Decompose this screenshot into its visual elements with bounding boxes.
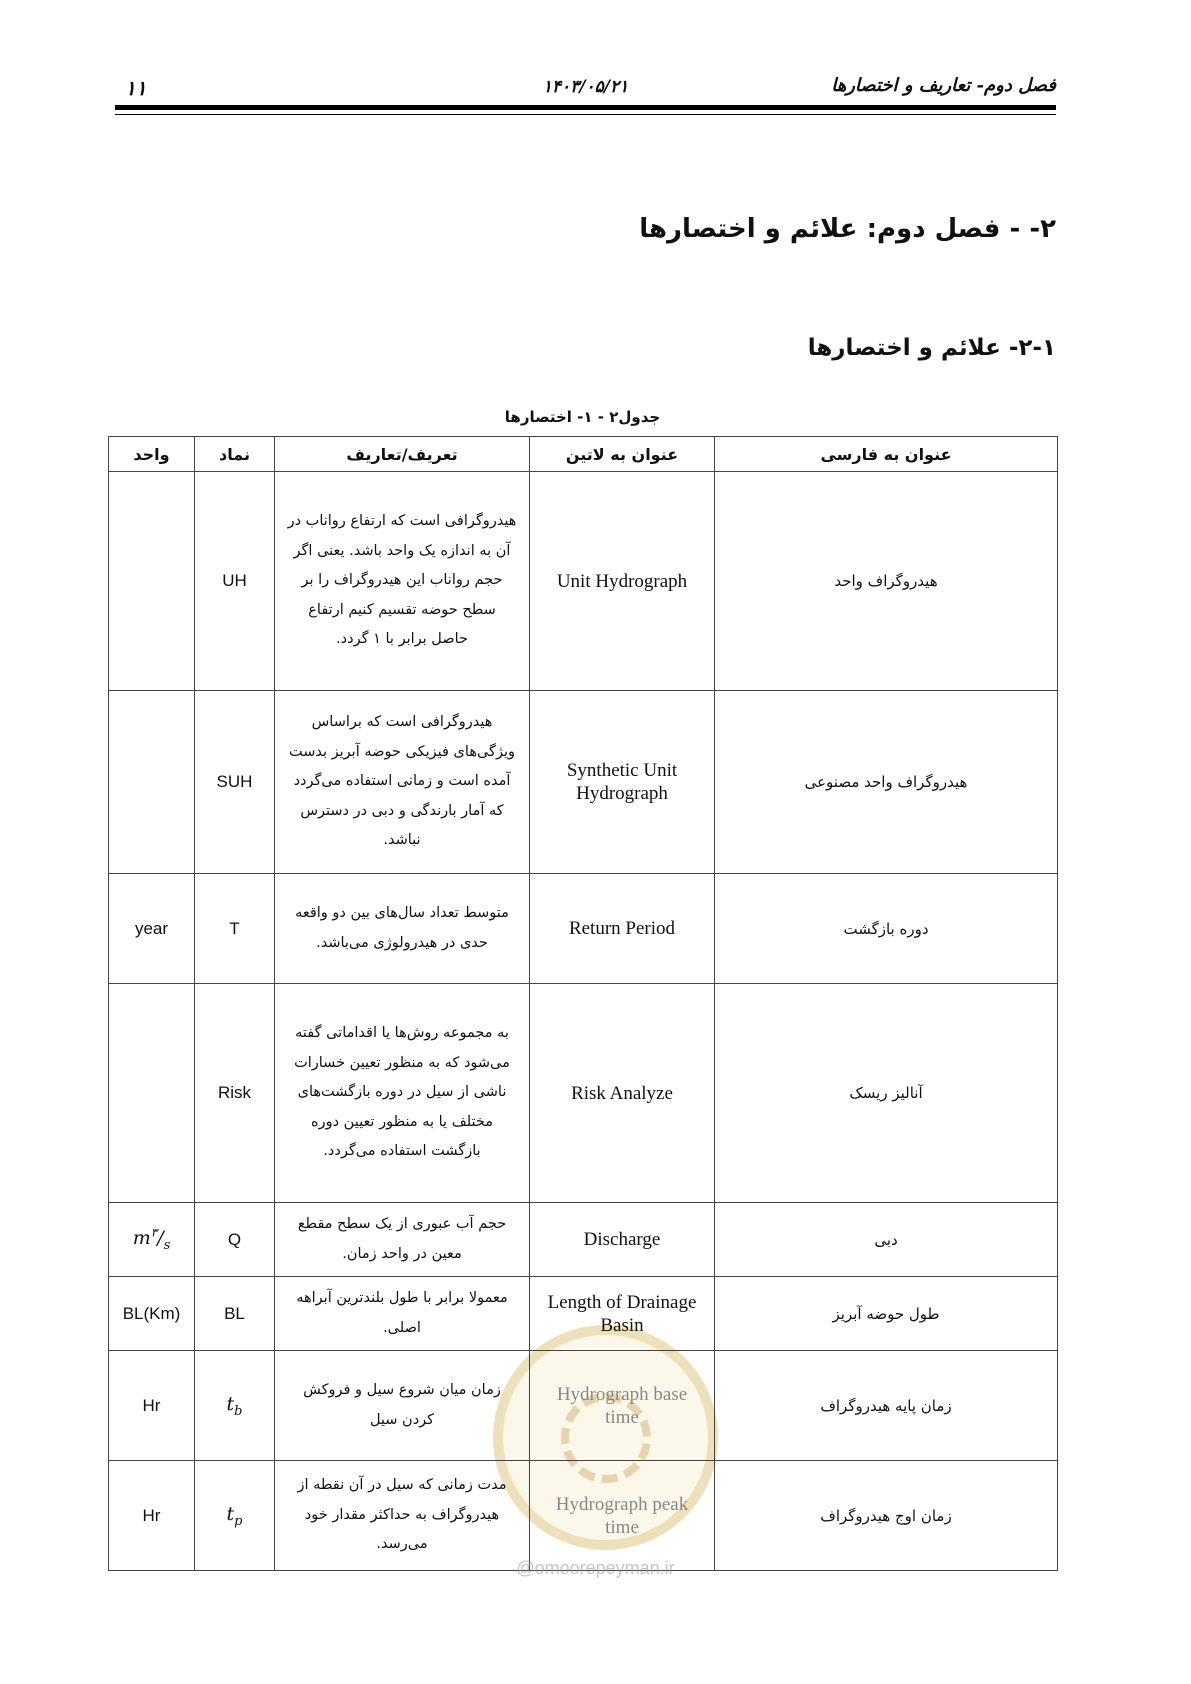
definition-line: هیدروگراف به حداکثر مقدار خود (304, 1506, 500, 1523)
latin-title-line: Hydrograph base (556, 1383, 688, 1405)
persian-title-line: زمان پایه هیدروگراف (820, 1396, 952, 1415)
definition-cell (275, 984, 530, 1203)
table-row (109, 1461, 1058, 1571)
header-unit: واحد (109, 437, 195, 472)
persian-title-cell (715, 1277, 1058, 1351)
chapter-heading: ۲- - فصل دوم: علائم و اختصارها (639, 214, 1056, 244)
table-row (109, 1203, 1058, 1277)
latin-title-line: Hydrograph (576, 783, 668, 804)
latin-title-line: Length of Drainage (547, 1291, 697, 1313)
persian-title-line: طول حوضه آبریز (832, 1304, 940, 1323)
page-number: ۱۱ (125, 76, 147, 100)
symbol-cell: T (195, 874, 275, 984)
latin-title-line: Basin (600, 1314, 644, 1336)
math-expression (226, 1392, 243, 1419)
definition-line: مدت زمانی که سیل در آن نقطه از (297, 1477, 507, 1494)
latin-title-line: Unit Hydrograph (556, 570, 688, 592)
latin-title-line: time (605, 1516, 639, 1538)
header-latin-title: عنوان به لاتین (530, 437, 715, 472)
math-base: t (226, 1392, 235, 1415)
persian-title-line: دوره بازگشت (843, 919, 929, 938)
definition-line: اصلی. (383, 1319, 421, 1336)
abbreviations-table (108, 436, 1058, 1571)
latin-title-cell (530, 1277, 715, 1351)
symbol-cell: Risk (195, 984, 275, 1203)
header-symbol: نماد (195, 437, 275, 472)
table-body (109, 472, 1058, 1571)
header-persian-title: عنوان به فارسی (715, 437, 1058, 472)
table-row (109, 874, 1058, 984)
definition-line: آن به اندازه یک واحد باشد. یعنی اگر (293, 542, 511, 559)
header-date: ۱۴۰۳/۰۵/۲۱ (542, 77, 629, 97)
unit-cell: BL(Km) (109, 1277, 195, 1351)
table-row (109, 1277, 1058, 1351)
definition-line: هیدروگرافی است که براساس (311, 714, 493, 731)
definition-line: بازگشت استفاده می‌گردد. (323, 1143, 481, 1160)
definition-line: حجم آب عبوری از یک سطح مقطع (297, 1216, 507, 1232)
latin-title-line: Risk Analyze (571, 1082, 673, 1104)
table-row (109, 1351, 1058, 1461)
persian-title-cell (715, 472, 1058, 691)
unit-cell: Hr (109, 1461, 195, 1571)
latin-title-line: time (605, 1406, 639, 1428)
latin-title-line: Hydrograph peak (555, 1493, 689, 1515)
latin-title-cell (530, 874, 715, 984)
persian-title-cell (715, 1351, 1058, 1461)
definition-cell (275, 1351, 530, 1461)
section-heading: ۲-۱- علائم و اختصارها (807, 335, 1056, 361)
persian-title-line: دبی (874, 1230, 898, 1249)
math-base: t (226, 1502, 235, 1525)
math-subscript: b (234, 1403, 243, 1419)
latin-title-line: Return Period (568, 918, 676, 939)
header-rule-thick (115, 105, 1056, 110)
definition-line: زمان میان شروع سیل و فروکش (303, 1382, 501, 1398)
definition-cell (275, 472, 530, 691)
definition-line: نباشد. (383, 832, 421, 849)
persian-title-cell (715, 874, 1058, 984)
definition-cell (275, 1277, 530, 1351)
persian-title-cell (715, 1461, 1058, 1571)
definition-line: آمده است و زمانی استفاده می‌گردد (293, 773, 511, 790)
definition-cell (275, 1461, 530, 1571)
latin-title-cell (530, 691, 715, 874)
unit-cell (109, 984, 195, 1203)
table-row (109, 472, 1058, 691)
latin-title-cell (530, 1461, 715, 1571)
math-base: m (132, 1227, 151, 1250)
definition-line: متوسط تعداد سال‌های بین دو واقعه (295, 905, 509, 921)
persian-title-line: هیدروگراف واحد مصنوعی (804, 773, 968, 791)
math-subscript: p (234, 1513, 243, 1529)
definition-line: ناشی از سیل در دوره بازگشت‌های (297, 1084, 507, 1101)
math-slash: / (157, 1227, 164, 1250)
math-expression (226, 1502, 243, 1529)
persian-title-cell (715, 1203, 1058, 1277)
persian-title-cell (715, 984, 1058, 1203)
persian-title-line: هیدروگراف واحد (834, 572, 938, 590)
definition-line: سطح حوضه تقسیم کنیم ارتفاع (308, 601, 496, 618)
symbol-cell: BL (195, 1277, 275, 1351)
watermark-url: @omoorepeyman.ir (516, 1558, 675, 1578)
unit-cell: Hr (109, 1351, 195, 1461)
definition-line: معمولا برابر با طول بلندترین آبراهه (296, 1290, 508, 1306)
symbol-cell: Q (195, 1203, 275, 1277)
definition-cell (275, 691, 530, 874)
definition-line: که آمار بارندگی و دبی در دسترس (300, 802, 504, 819)
definition-line: حدی در هیدرولوژی می‌باشد. (316, 934, 488, 951)
definition-cell (275, 1203, 530, 1277)
latin-title-cell (530, 984, 715, 1203)
unit-cell (109, 691, 195, 874)
persian-title-line: آنالیز ریسک (849, 1084, 923, 1102)
table-header-row (109, 437, 1058, 472)
persian-title-cell (715, 691, 1058, 874)
latin-title-cell (530, 1203, 715, 1277)
header-rule-thin (115, 114, 1056, 115)
definition-line: حجم رواناب این هیدروگراف را بر (301, 572, 503, 589)
unit-cell: year (109, 874, 195, 984)
definition-line: کردن سیل (369, 1411, 435, 1428)
table-row (109, 984, 1058, 1203)
header-chapter-title: فصل دوم- تعاریف و اختصارها (831, 75, 1056, 96)
symbol-cell (195, 1351, 275, 1461)
latin-title-line: Synthetic Unit (566, 760, 678, 781)
definition-line: مختلف یا به منظور تعیین دوره (310, 1113, 494, 1130)
definition-line: معین در واحد زمان. (342, 1245, 462, 1262)
page-header (115, 70, 1056, 104)
symbol-cell (195, 1461, 275, 1571)
table-caption: جدول۲ - ۱- اختصارها (504, 408, 661, 426)
definition-line: هیدروگرافی است که ارتفاع رواناب در (287, 513, 517, 530)
latin-title-cell (530, 1351, 715, 1461)
definition-line: به مجموعه روش‌ها یا اقداماتی گفته (295, 1025, 509, 1042)
definition-line: حاصل برابر با ۱ گردد. (336, 631, 468, 648)
persian-title-line: زمان اوج هیدروگراف (820, 1506, 952, 1525)
symbol-cell: SUH (195, 691, 275, 874)
definition-line: می‌رسد. (376, 1536, 428, 1553)
math-denominator: s (163, 1238, 171, 1254)
definition-cell (275, 874, 530, 984)
definition-line: می‌شود که به منظور تعیین خسارات (294, 1054, 510, 1071)
symbol-cell: UH (195, 472, 275, 691)
header-definition: تعریف/تعاریف (275, 437, 530, 472)
math-expression (132, 1225, 171, 1254)
math-superscript: ۳ (150, 1225, 158, 1240)
unit-cell (109, 472, 195, 691)
latin-title-line: Discharge (583, 1229, 661, 1250)
latin-title-cell (530, 472, 715, 691)
unit-cell (109, 1203, 195, 1277)
definition-line: ویژگی‌های فیزیکی حوضه آبریز بدست (289, 743, 515, 760)
table-row (109, 691, 1058, 874)
